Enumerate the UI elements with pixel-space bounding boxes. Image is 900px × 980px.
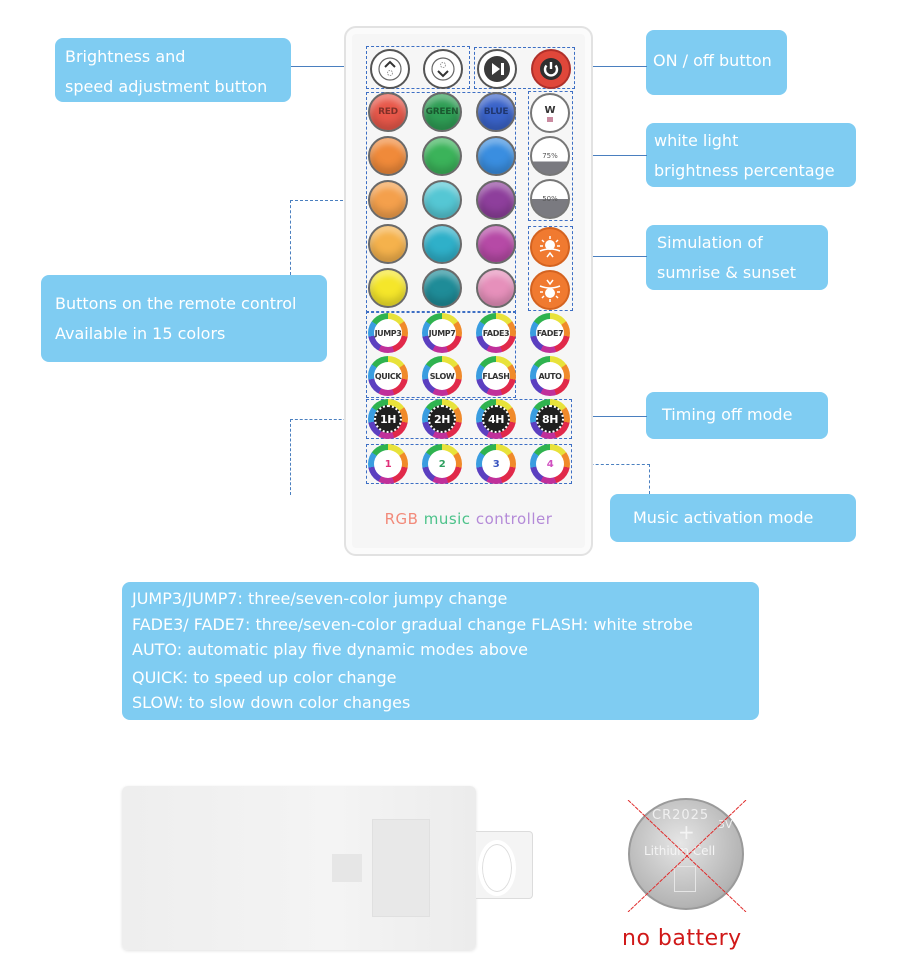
power-icon (537, 55, 565, 83)
brand-word-controller: controller (475, 510, 553, 528)
timer-button-2h[interactable] (422, 399, 462, 439)
brightness-up-icon (377, 56, 403, 82)
timer-button-8h[interactable] (530, 399, 570, 439)
music-2-label: 2 (428, 450, 456, 478)
color-button-light-green[interactable] (422, 136, 462, 176)
white-label: W (544, 104, 556, 116)
brand-word-rgb: RGB (384, 510, 419, 528)
callout-line: Brightness and (65, 47, 186, 66)
battery-tray-tab (476, 831, 533, 899)
callout-line: Buttons on the remote control (55, 294, 297, 313)
timer-1h-label: 1H (374, 405, 402, 433)
connector-line (649, 464, 650, 494)
brightness-down-icon (430, 56, 456, 82)
remote-control (344, 26, 593, 556)
battery-compartment (372, 819, 430, 917)
remote-back-image (122, 786, 476, 950)
cell-voltage: 3V (718, 818, 733, 831)
fade7-label: FADE7 (536, 319, 564, 347)
timer-button-4h[interactable] (476, 399, 516, 439)
color-button-amber[interactable] (368, 224, 408, 264)
quick-label: QUICK (374, 362, 402, 390)
callout-line: brightness percentage (654, 161, 835, 180)
flash-label: FLASH (482, 362, 510, 390)
callout-line: speed adjustment button (65, 77, 268, 96)
callout-line: ON / off button (653, 51, 772, 70)
tray-ring (478, 840, 516, 896)
auto-label: AUTO (536, 362, 564, 390)
timer-button-1h[interactable] (368, 399, 408, 439)
color-button-pink[interactable] (476, 268, 516, 308)
callout-white-light (646, 123, 856, 187)
mode-button-fade3[interactable] (476, 313, 516, 353)
color-button-light-orange[interactable] (368, 180, 408, 220)
brightness-up-button[interactable] (370, 49, 410, 89)
note-line: AUTO: automatic play five dynamic modes above (132, 640, 528, 659)
connector-line (290, 419, 291, 495)
cell-text: Lithium Cell (644, 844, 716, 858)
remote-brand-text (346, 510, 591, 528)
sunset-icon (536, 276, 564, 304)
compartment-slot (332, 854, 362, 882)
color-button-green[interactable]: GREEN (422, 92, 462, 132)
timer-4h-label: 4H (482, 405, 510, 433)
note-line: QUICK: to speed up color change (132, 667, 397, 687)
brightness-down-button[interactable] (423, 49, 463, 89)
color-button-magenta[interactable] (476, 224, 516, 264)
play-pause-button[interactable] (477, 49, 517, 89)
music-1-label: 1 (374, 450, 402, 478)
music-button-4[interactable] (530, 444, 570, 484)
white-75-label: 75% (542, 152, 558, 160)
jump3-label: JUMP3 (374, 319, 402, 347)
color-button-red[interactable]: RED (368, 92, 408, 132)
no-battery-caption: no battery (622, 926, 742, 951)
callout-brightness-speed (55, 38, 291, 102)
bulb-base (547, 117, 553, 122)
callout-on-off (646, 30, 787, 95)
connector-line (290, 200, 291, 275)
white-light-button[interactable] (530, 93, 570, 133)
cell-plus: + (678, 820, 695, 844)
color-button-dark-teal[interactable] (422, 268, 462, 308)
slow-label: SLOW (428, 362, 456, 390)
mode-button-auto[interactable] (530, 356, 570, 396)
color-button-cyan[interactable] (422, 180, 462, 220)
callout-sunrise-sunset (646, 225, 828, 290)
mode-button-flash[interactable] (476, 356, 516, 396)
white-50-label: 50% (542, 195, 558, 203)
jump7-label: JUMP7 (428, 319, 456, 347)
fade3-label: FADE3 (482, 319, 510, 347)
callout-line: Music activation mode (633, 508, 814, 527)
timer-8h-label: 8H (536, 405, 564, 433)
callout-timing-off (646, 392, 828, 439)
sunrise-icon (536, 233, 564, 261)
color-button-yellow[interactable] (368, 268, 408, 308)
music-button-3[interactable] (476, 444, 516, 484)
color-button-orange[interactable] (368, 136, 408, 176)
mode-button-jump3[interactable] (368, 313, 408, 353)
mode-button-fade7[interactable] (530, 313, 570, 353)
power-button[interactable] (531, 49, 571, 89)
bulb-icon (544, 105, 555, 122)
mode-description-box (122, 582, 759, 720)
sunset-button[interactable] (530, 270, 570, 310)
music-3-label: 3 (482, 450, 510, 478)
callout-music-activation (610, 494, 856, 542)
color-button-blue[interactable]: BLUE (476, 92, 516, 132)
mode-button-slow[interactable] (422, 356, 462, 396)
callout-line: sumrise & sunset (657, 263, 796, 282)
cell-model: CR2025 (652, 808, 710, 823)
brand-word-music: music (423, 510, 471, 528)
note-line: JUMP3/JUMP7: three/seven-color jumpy change (132, 589, 508, 608)
color-button-teal[interactable] (422, 224, 462, 264)
color-button-light-blue[interactable] (476, 136, 516, 176)
white-75-button[interactable] (530, 136, 570, 176)
mode-button-quick[interactable] (368, 356, 408, 396)
callout-line: white light (654, 131, 739, 150)
callout-line: Simulation of (657, 233, 763, 252)
play-pause-icon (482, 54, 512, 84)
mode-button-jump7[interactable] (422, 313, 462, 353)
music-button-2[interactable] (422, 444, 462, 484)
music-4-label: 4 (536, 450, 564, 478)
cross-out-icon (622, 800, 752, 912)
callout-buttons-colors (41, 275, 327, 362)
note-line: SLOW: to slow down color changes (132, 693, 411, 712)
timer-2h-label: 2H (428, 405, 456, 433)
callout-line: Available in 15 colors (55, 324, 226, 343)
color-button-purple[interactable] (476, 180, 516, 220)
sunrise-button[interactable] (530, 227, 570, 267)
note-line: FADE3/ FADE7: three/seven-color gradual change FLASH: white strobe (132, 614, 693, 634)
music-button-1[interactable] (368, 444, 408, 484)
white-50-button[interactable] (530, 179, 570, 219)
callout-line: Timing off mode (662, 405, 793, 424)
